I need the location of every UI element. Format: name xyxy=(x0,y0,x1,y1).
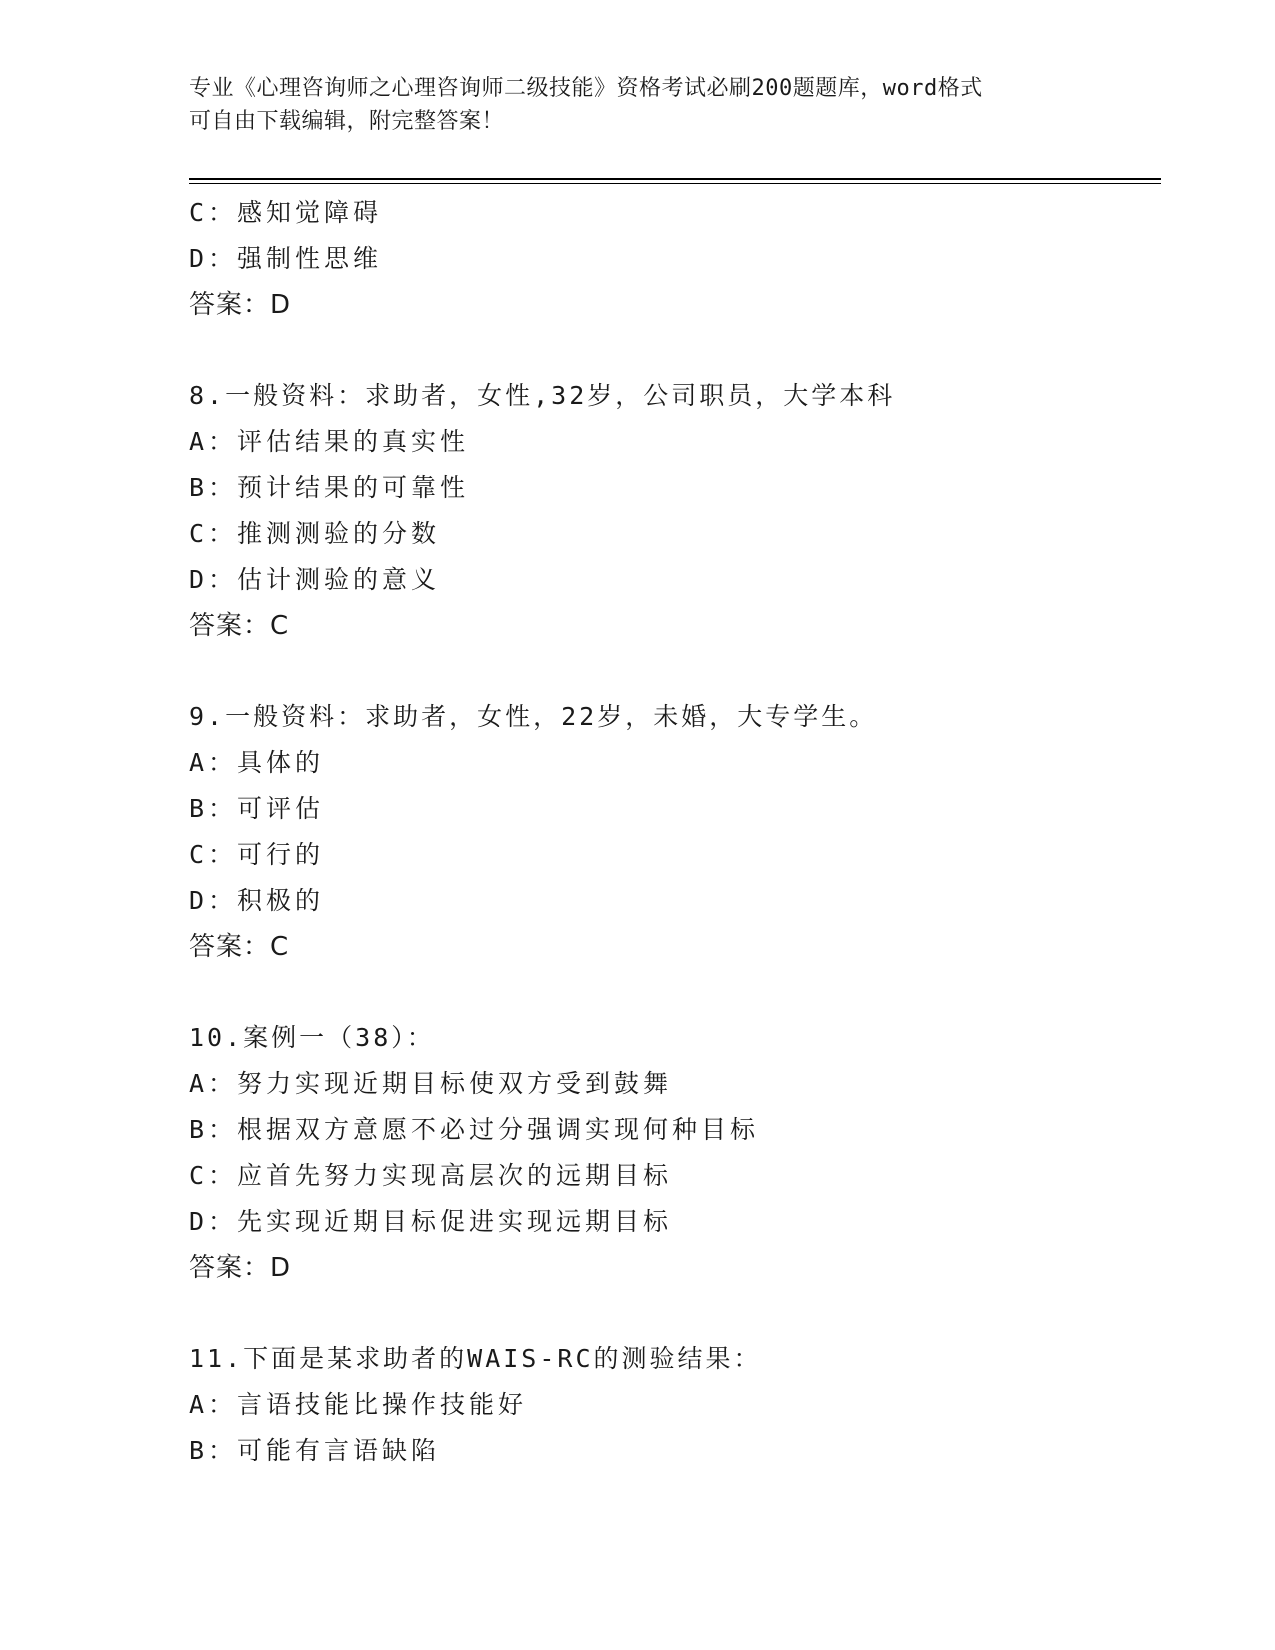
spacer xyxy=(189,1291,1169,1336)
option-b: B：根据双方意愿不必过分强调实现何种目标 xyxy=(189,1115,760,1144)
answer: 答案：D xyxy=(189,1253,292,1283)
option-b: B：可评估 xyxy=(189,794,325,823)
option-a: A：评估结果的真实性 xyxy=(189,427,470,456)
spacer xyxy=(189,328,1169,373)
spacer xyxy=(189,970,1169,1015)
question-7-tail xyxy=(189,190,1169,328)
header-rule-thick xyxy=(189,178,1161,180)
spacer xyxy=(189,649,1169,694)
answer: 答案：D xyxy=(189,290,292,320)
document-header xyxy=(189,72,1089,138)
header-title-line1: 专业《心理咨询师之心理咨询师二级技能》资格考试必刷200题题库，word格式 xyxy=(189,76,983,101)
question-stem: 8.一般资料：求助者，女性,32岁，公司职员，大学本科 xyxy=(189,381,896,410)
option-b: B：预计结果的可靠性 xyxy=(189,473,470,502)
question-list xyxy=(189,190,1169,1474)
option-c: C：推测测验的分数 xyxy=(189,519,441,548)
option-c: C：感知觉障碍 xyxy=(189,198,383,227)
question-stem: 10.案例一（38）： xyxy=(189,1023,435,1052)
question-9 xyxy=(189,694,1169,970)
answer: 答案：C xyxy=(189,932,290,962)
question-10 xyxy=(189,1015,1169,1291)
question-8 xyxy=(189,373,1169,649)
option-c: C：应首先努力实现高层次的远期目标 xyxy=(189,1161,673,1190)
option-d: D：先实现近期目标促进实现远期目标 xyxy=(189,1207,673,1236)
option-a: A：努力实现近期目标使双方受到鼓舞 xyxy=(189,1069,673,1098)
question-stem: 11.下面是某求助者的WAIS-RC的测验结果： xyxy=(189,1344,762,1373)
option-d: D：强制性思维 xyxy=(189,244,383,273)
option-b: B：可能有言语缺陷 xyxy=(189,1436,441,1465)
option-c: C：可行的 xyxy=(189,840,325,869)
option-a: A：言语技能比操作技能好 xyxy=(189,1390,528,1419)
question-stem: 9.一般资料：求助者，女性，22岁，未婚，大专学生。 xyxy=(189,702,878,731)
option-d: D：估计测验的意义 xyxy=(189,565,441,594)
answer: 答案：C xyxy=(189,611,290,641)
header-rule-thin xyxy=(189,183,1161,184)
option-d: D：积极的 xyxy=(189,886,325,915)
question-11 xyxy=(189,1336,1169,1474)
option-a: A：具体的 xyxy=(189,748,325,777)
header-title-line2: 可自由下载编辑，附完整答案！ xyxy=(189,109,505,134)
